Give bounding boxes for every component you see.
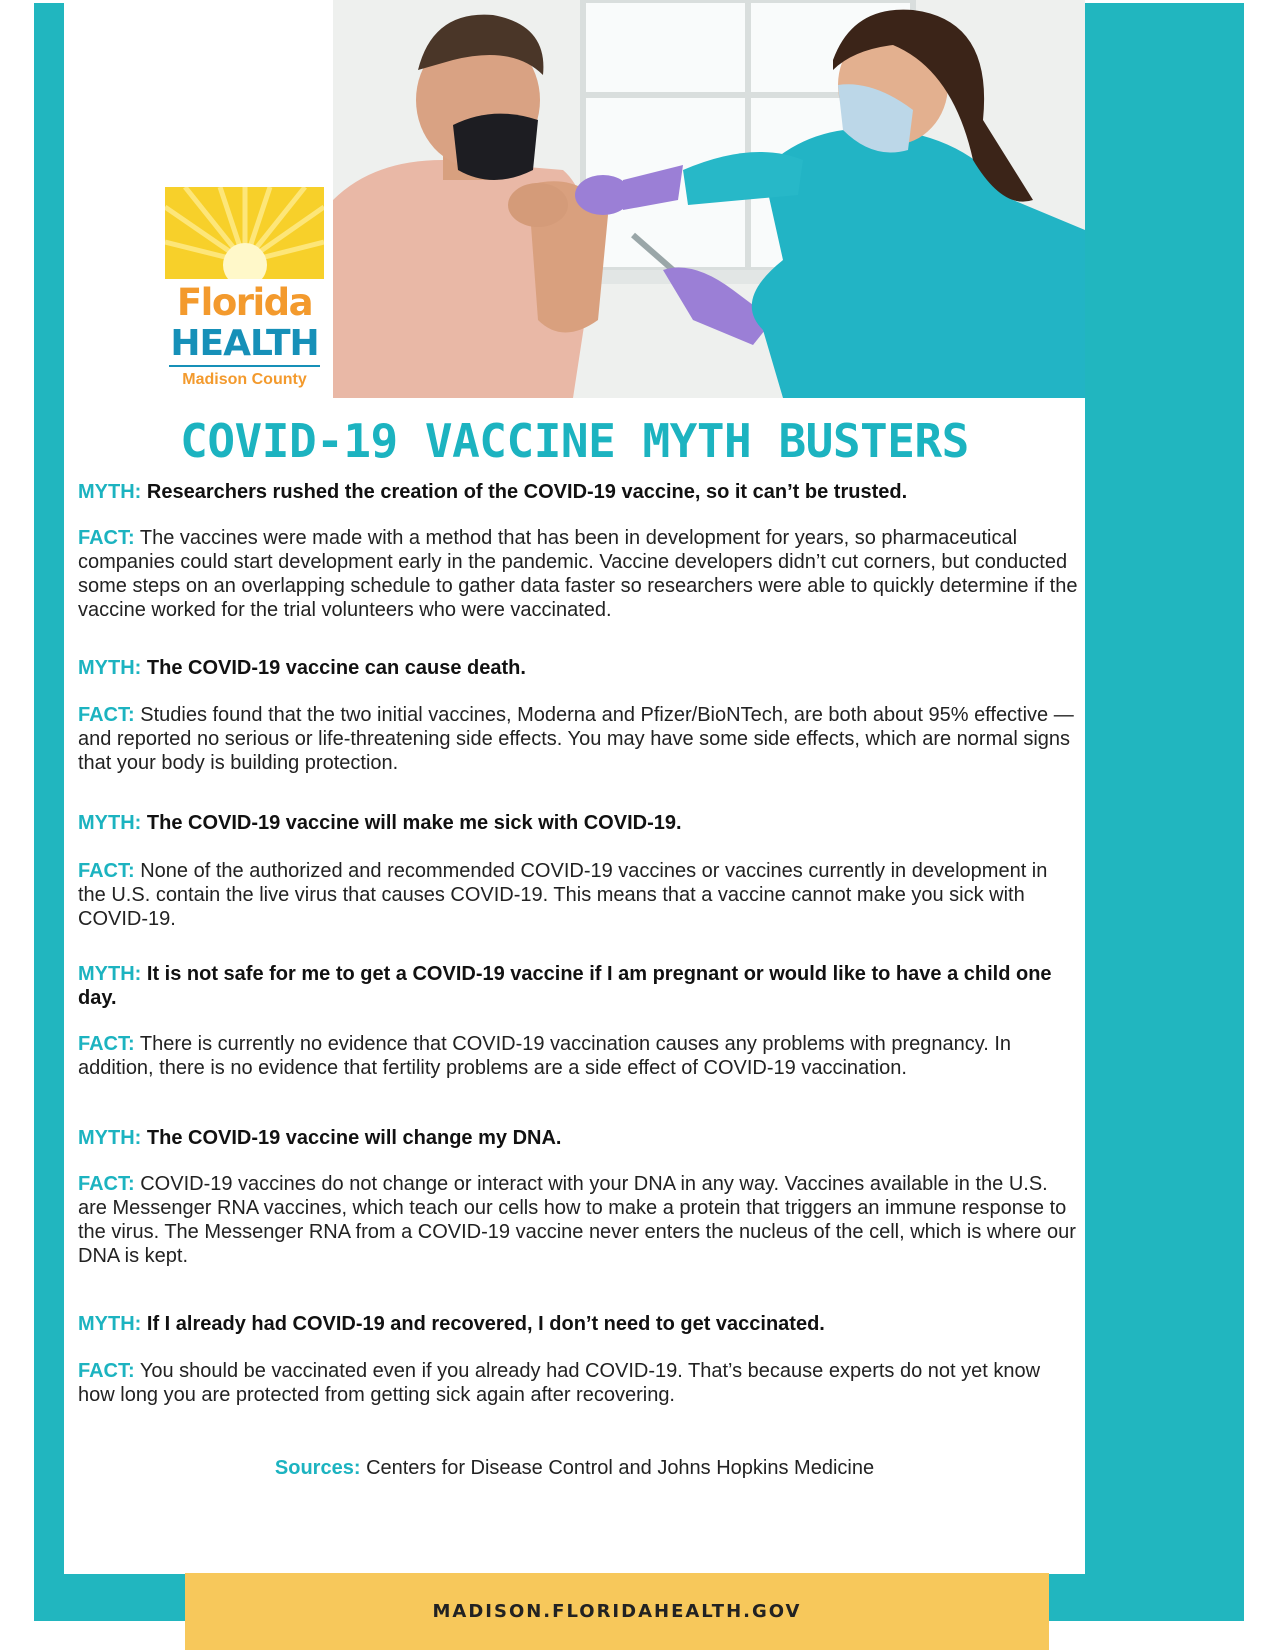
- page-title: COVID-19 VACCINE MYTH BUSTERS: [180, 414, 969, 468]
- fact-text: None of the authorized and recommended COVID-19 vaccines or vaccines currently in development in the U.S. contain the live virus that causes COVID-19. This means that a vaccine cannot make you sick with COVID-19.: [78, 860, 1048, 930]
- fact-text: There is currently no evidence that COVID-19 vaccination causes any problems with pregnancy. In addition, there is no evidence that fertility problems are a side effect of COVID-19 vaccination.: [78, 1033, 1012, 1079]
- myth-5: [78, 1126, 1078, 1150]
- myth-text: The COVID-19 vaccine will change my DNA.: [146, 1127, 562, 1149]
- logo-county-text: Madison County: [182, 371, 307, 388]
- fact-text: You should be vaccinated even if you already had COVID-19. That’s because experts do not yet know how long you are protected from getting sick again after recovering.: [78, 1360, 1041, 1406]
- fact-label: FACT:: [78, 527, 135, 549]
- fact-text: COVID-19 vaccines do not change or interact with your DNA in any way. Vaccines available in the U.S. are Messenger RNA vaccines, which teach our cells how to make a protein that triggers an immune response to the virus. The Messenger RNA from a COVID-19 vaccine never enters the nucleus of the cell, which is where our DNA is kept.: [78, 1173, 1076, 1267]
- fact-label: FACT:: [78, 1033, 135, 1055]
- myth-label: MYTH:: [78, 657, 142, 679]
- myth-label: MYTH:: [78, 963, 142, 985]
- myth-text: It is not safe for me to get a COVID-19 vaccine if I am pregnant or would like to have a child one day.: [78, 963, 1052, 1009]
- fact-label: FACT:: [78, 1173, 135, 1195]
- fact-text: Studies found that the two initial vaccines, Moderna and Pfizer/BioNTech, are both about 95% effective — and reported no serious or life-threatening side effects. You may have some side effects, which are normal signs that your body is building protection.: [78, 704, 1074, 774]
- fact-label: FACT:: [78, 860, 135, 882]
- teal-border-left: [34, 3, 64, 1621]
- myth-3: [78, 811, 1078, 835]
- fact-4: [78, 1032, 1078, 1080]
- myth-6: [78, 1312, 1078, 1336]
- fact-1: [78, 526, 1078, 622]
- myth-4: [78, 962, 1078, 1010]
- sources-text: Centers for Disease Control and Johns Hopkins Medicine: [366, 1457, 875, 1479]
- fact-6: [78, 1359, 1078, 1407]
- footer-band: [185, 1573, 1049, 1650]
- myth-text: The COVID-19 vaccine will make me sick with COVID-19.: [146, 812, 682, 834]
- fact-5: [78, 1172, 1078, 1268]
- myth-text: The COVID-19 vaccine can cause death.: [146, 657, 526, 679]
- myth-label: MYTH:: [78, 1313, 142, 1335]
- myth-text: If I already had COVID-19 and recovered, I don’t need to get vaccinated.: [146, 1313, 825, 1335]
- myth-label: MYTH:: [78, 481, 142, 503]
- teal-border-right: [1085, 3, 1244, 1621]
- logo-health-text: HEALTH: [170, 323, 319, 364]
- content-panel: [64, 398, 1085, 1574]
- myth-2: [78, 656, 1078, 680]
- florida-health-logo: [165, 187, 324, 400]
- sources-line: [64, 1456, 1085, 1480]
- fact-text: The vaccines were made with a method that has been in development for years, so pharmaceutical companies could start development early in the pandemic. Vaccine developers didn’t cut corners, but conducted some steps on an overlapping schedule to gather data faster so researchers were able to quickly determine if the vaccine worked for the trial volunteers who were vaccinated.: [78, 527, 1078, 621]
- footer-url-link[interactable]: MADISON.FLORIDAHEALTH.GOV: [432, 1601, 802, 1622]
- logo-divider: [169, 365, 320, 367]
- myth-label: MYTH:: [78, 812, 142, 834]
- myth-text: Researchers rushed the creation of the COVID-19 vaccine, so it can’t be trusted.: [146, 481, 908, 503]
- myth-label: MYTH:: [78, 1127, 142, 1149]
- fact-3: [78, 859, 1078, 931]
- fact-2: [78, 703, 1078, 775]
- logo-florida-text: Florida: [176, 281, 313, 324]
- fact-label: FACT:: [78, 704, 135, 726]
- hero-photo-vaccination: [333, 0, 1085, 398]
- fact-label: FACT:: [78, 1360, 135, 1382]
- sources-label: Sources:: [274, 1457, 361, 1479]
- myth-1: [78, 480, 1078, 504]
